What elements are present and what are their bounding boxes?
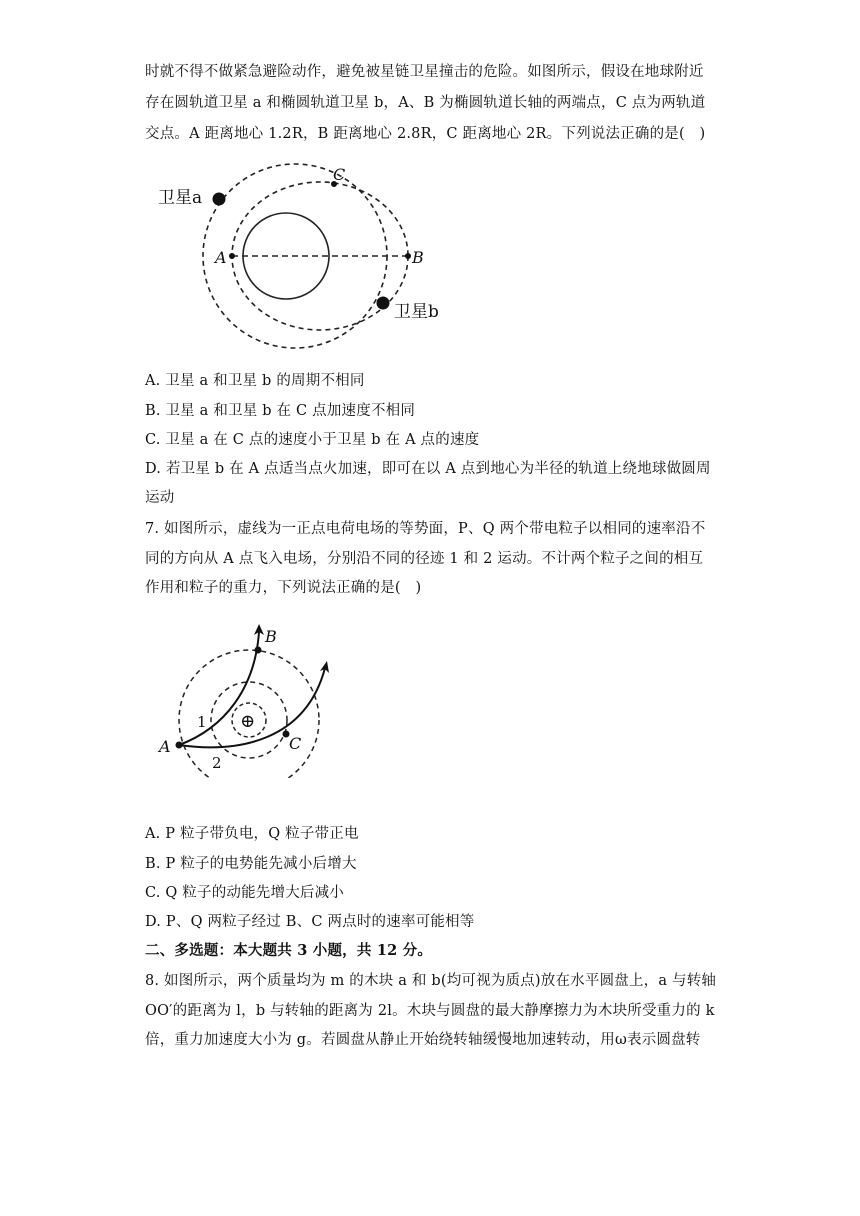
point-B-dot [405, 253, 411, 259]
satellite-b-dot [377, 297, 390, 310]
label-path-1: 1 [197, 713, 207, 731]
q6-stem-line-1: 时就不得不做紧急避险动作，避免被星链卫星撞击的危险。如图所示，假设在地球附近 [145, 64, 704, 80]
q7-stem-line-3: 作用和粒子的重力，下列说法正确的是( ) [145, 580, 422, 596]
q7-option-a: A. P 粒子带负电，Q 粒子带正电 [145, 826, 359, 842]
label-point-B: B [412, 248, 424, 267]
label-A-2: A [159, 737, 171, 756]
q8-stem-line-1: 8. 如图所示，两个质量均为 m 的木块 a 和 b(均可视为质点)放在水平圆盘上，a 与转轴 [145, 973, 717, 989]
q8-stem-line-3: 倍，重力加速度大小为 g。若圆盘从静止开始绕转轴缓慢地加速转动，用ω表示圆盘转 [145, 1032, 701, 1048]
label-satellite-b: 卫星b [394, 302, 439, 322]
label-satellite-a: 卫星a [158, 188, 203, 208]
point-A-dot [229, 253, 235, 259]
q7-stem-line-1: 7. 如图所示，虚线为一正点电荷电场的等势面，P、Q 两个带电粒子以相同的速率沿不 [145, 521, 706, 537]
point-A-dot-2 [176, 742, 183, 749]
q7-option-d: D. P、Q 两粒子经过 B、C 两点时的速率可能相等 [145, 914, 475, 930]
point-B-dot-2 [255, 647, 262, 654]
label-B-2: B [265, 627, 277, 646]
q6-stem-line-2: 存在圆轨道卫星 a 和椭圆轨道卫星 b，A、B 为椭圆轨道长轴的两端点，C 点为两轨道 [145, 95, 706, 111]
q6-option-a: A. 卫星 a 和卫星 b 的周期不相同 [145, 373, 365, 389]
q7-option-b: B. P 粒子的电势能先减小后增大 [145, 856, 357, 872]
satellite-a-dot [213, 193, 226, 206]
q6-option-d: D. 若卫星 b 在 A 点适当点火加速，即可在以 A 点到地心为半径的轨道上绕地球做圆周 [145, 461, 711, 477]
q6-stem-line-3: 交点。A 距离地心 1.2R，B 距离地心 2.8R，C 距离地心 2R。下列说法正确的是( ) [145, 126, 706, 142]
equipotential-figure [155, 618, 345, 778]
positive-charge-symbol: ⊕ [240, 711, 256, 732]
section-2-heading: 二、多选题：本大题共 3 小题，共 12 分。 [145, 942, 433, 959]
label-point-A: A [215, 248, 227, 267]
q8-stem-line-2: OO′的距离为 l，b 与转轴的距离为 2l。木块与圆盘的最大静摩擦力为木块所受重力的 k [145, 1003, 715, 1019]
q6-option-b: B. 卫星 a 和卫星 b 在 C 点加速度不相同 [145, 403, 416, 419]
label-point-C: C [333, 165, 346, 184]
q7-stem-line-2: 同的方向从 A 点飞入电场，分别沿不同的径迹 1 和 2 运动。不计两个粒子之间的相互 [145, 551, 704, 567]
label-path-2: 2 [212, 754, 222, 772]
q6-option-c: C. 卫星 a 在 C 点的速度小于卫星 b 在 A 点的速度 [145, 432, 480, 448]
orbit-figure [150, 160, 450, 360]
label-C-2: C [289, 734, 302, 753]
q6-option-d-cont: 运动 [145, 490, 175, 506]
q7-option-c: C. Q 粒子的动能先增大后减小 [145, 885, 344, 901]
